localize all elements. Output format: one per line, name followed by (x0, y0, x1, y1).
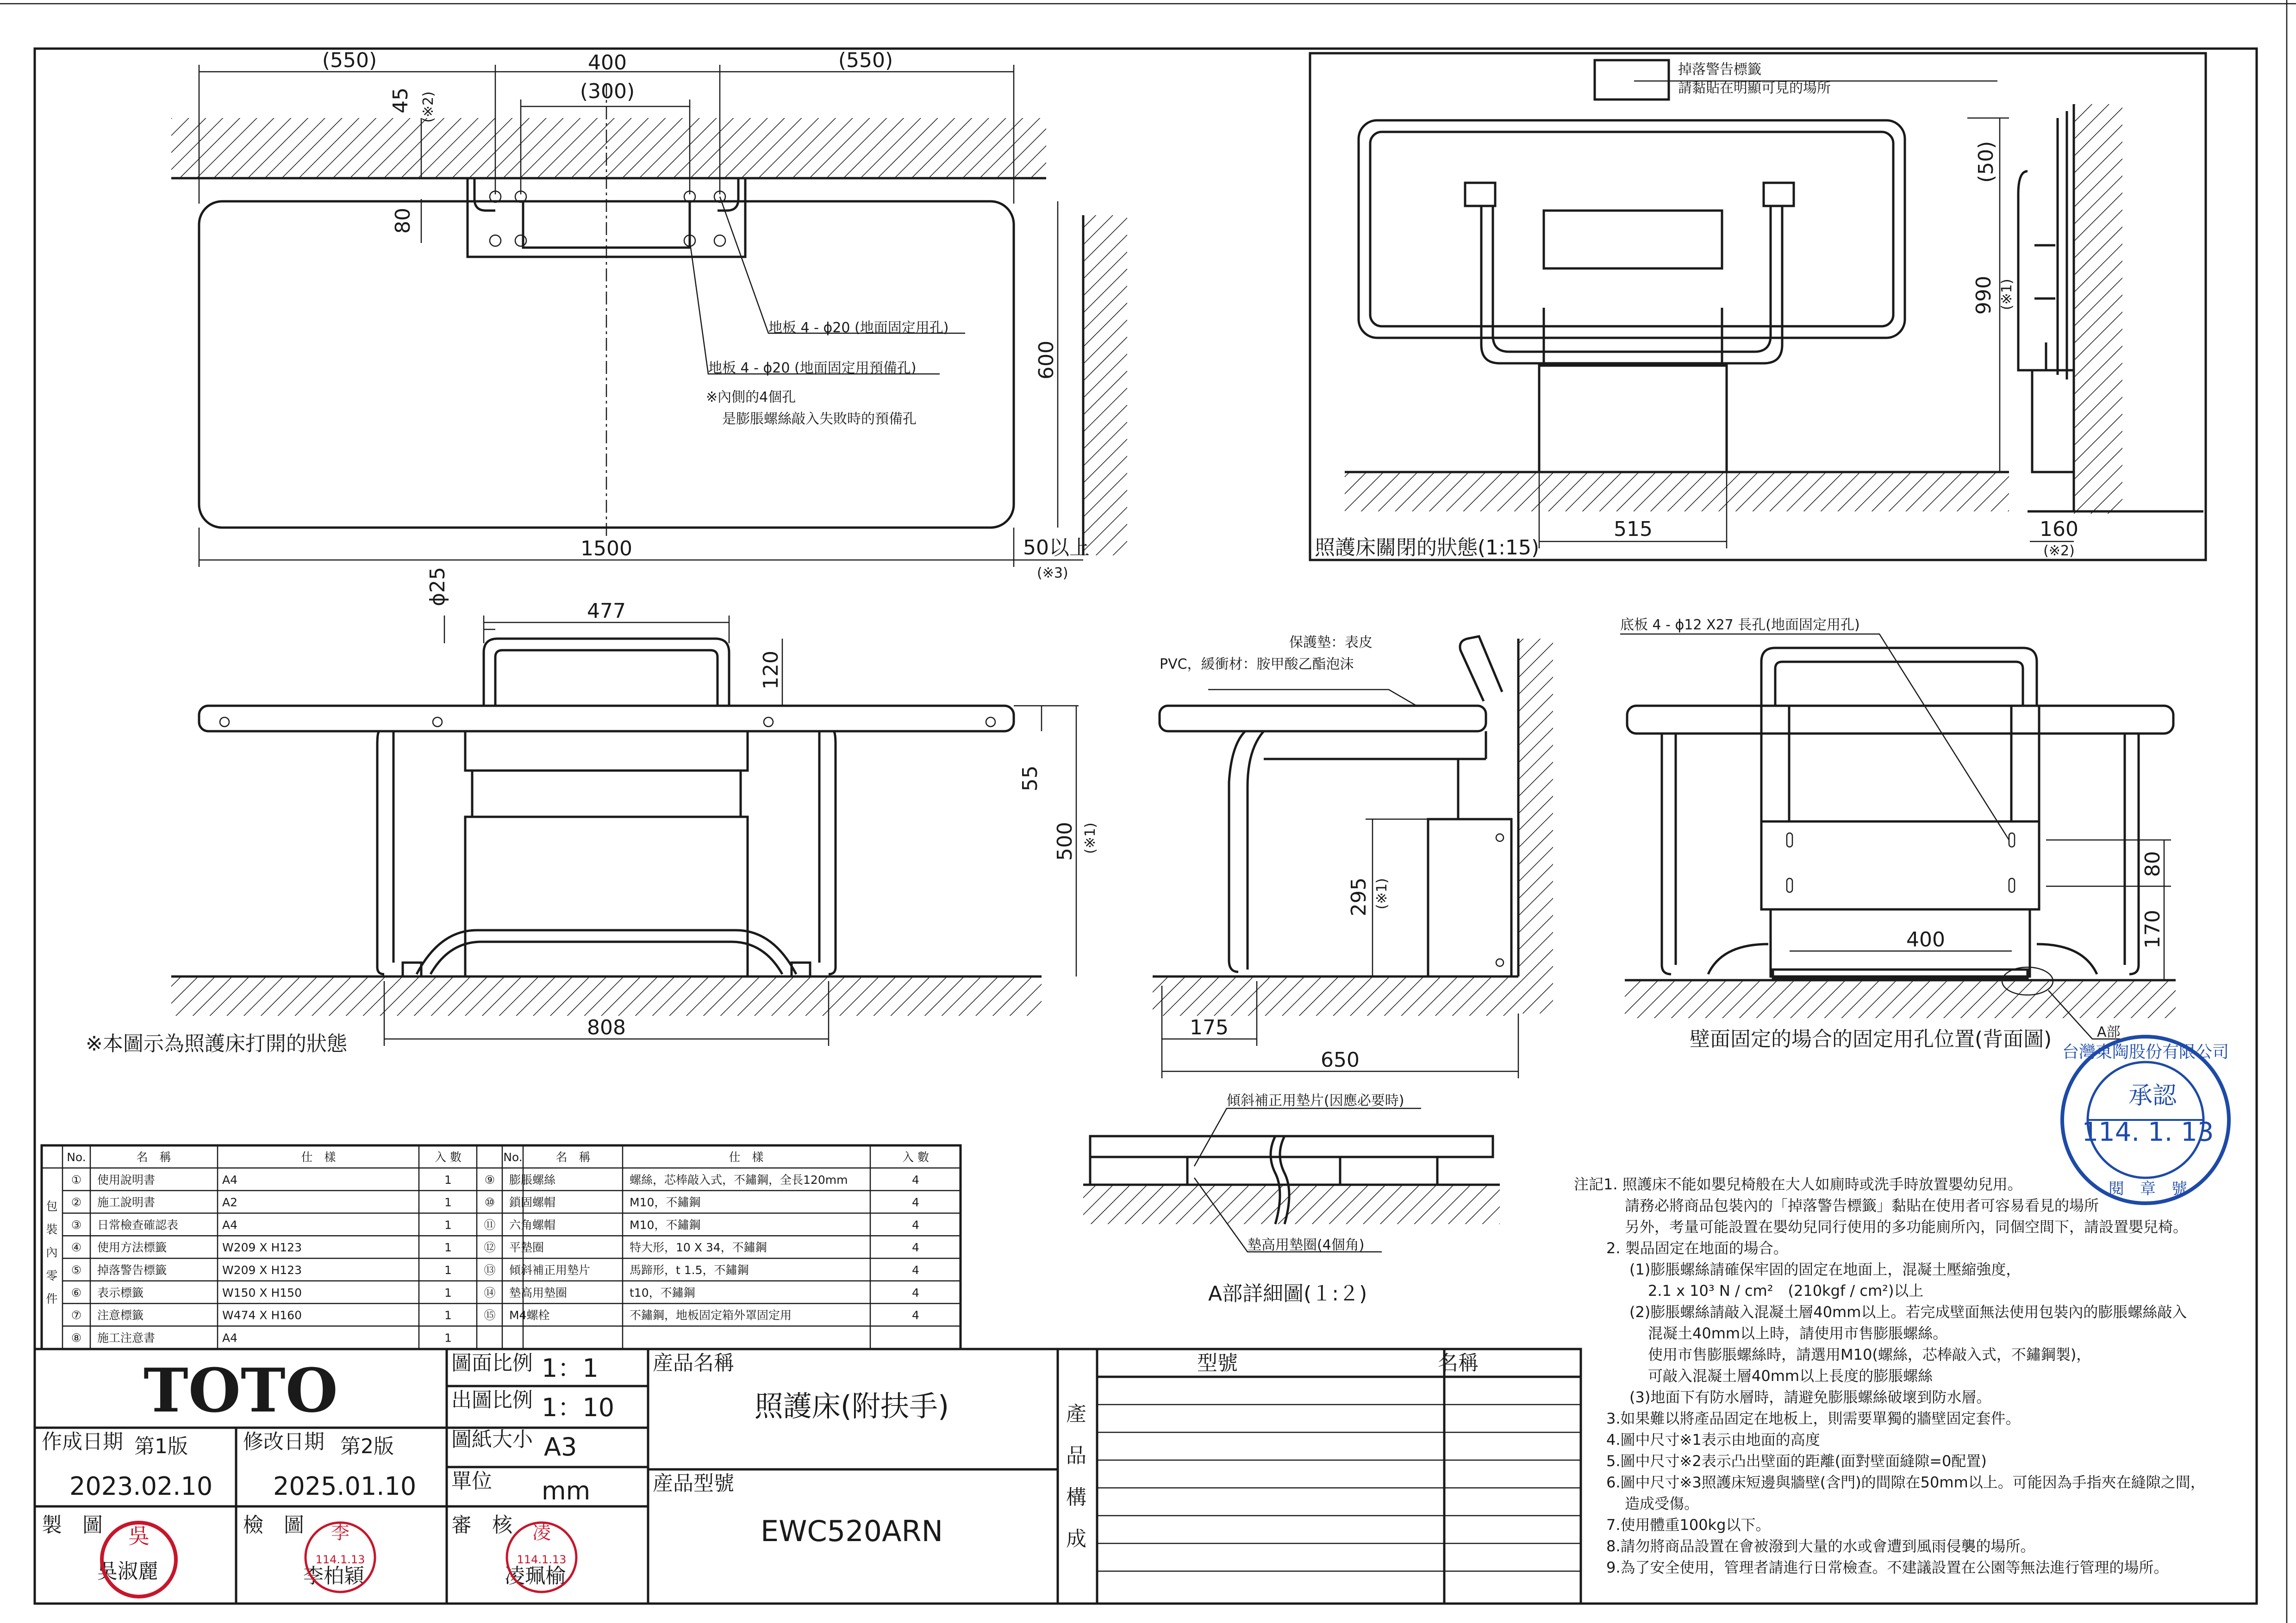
modified-date: 2025.01.10 (273, 1472, 417, 1501)
parts-header: No. (67, 1150, 86, 1164)
parts-row-no: ⑤ (71, 1263, 82, 1277)
approval-date: 114. 1. 13 (2082, 1117, 2214, 1147)
created-date: 2023.02.10 (69, 1472, 213, 1501)
closed-view (1310, 53, 2206, 560)
dim-50-above: 50以上 (1023, 536, 1090, 560)
note-line: 6.圖中尺寸※3照護床短邊與牆壁(含門)的間隙在50mm以上。可能因為手指夾在縫隙之間， (1606, 1474, 2205, 1491)
parts-row-no: ⑮ (484, 1308, 496, 1322)
wall-hatch-top (171, 118, 1046, 178)
callout-slot-holes: 底板 4 - ϕ12 X27 長孔(地面固定用孔) (1620, 617, 1860, 633)
parts-row-spec: M10，不鏽鋼 (630, 1218, 701, 1232)
callout-inner-holes-1: ※內側的4個孔 (706, 389, 796, 405)
parts-row-name: 傾斜補正用墊片 (509, 1263, 591, 1277)
parts-row-no: ⑩ (484, 1195, 495, 1209)
note-line: 4.圖中尺寸※1表示由地面的高度 (1606, 1431, 1820, 1449)
detail-a-caption: A部詳細圖(１:２) (1208, 1282, 1367, 1306)
created-label: 作成日期 (42, 1430, 123, 1454)
approval-stamp (2062, 1037, 2229, 1203)
back-view-caption: 壁面固定的場合的固定用孔位置(背面圖) (1690, 1027, 2052, 1051)
dim-550-left: (550) (322, 49, 377, 72)
parts-row-name: 平墊圈 (509, 1241, 544, 1255)
parts-row-name: 使用說明書 (97, 1173, 156, 1187)
dim-295-note: (※1) (1374, 878, 1390, 909)
side-wall-hatch (1083, 215, 1127, 555)
parts-row-qty: 4 (912, 1263, 919, 1277)
note-line: 造成受傷。 (1625, 1495, 1699, 1512)
note-line: 8.請勿將商品設置在會被潑到大量的水或會遭到風雨侵襲的場所。 (1606, 1537, 2035, 1555)
parts-row-no: ⑥ (71, 1286, 82, 1300)
parts-row-name: 使用方法標籤 (97, 1241, 167, 1255)
parts-row-spec: M10，不鏽鋼 (630, 1195, 701, 1209)
parts-row-no: ⑭ (484, 1286, 496, 1300)
parts-row-spec: A4 (222, 1218, 238, 1232)
dim-160-note: (※2) (2043, 543, 2075, 559)
note-line: (2)膨脹螺絲請敲入混凝土層40mm以上。若完成壁面無法使用包裝內的膨脹螺絲敲入 (1629, 1303, 2187, 1321)
parts-header: 仕 樣 (301, 1150, 336, 1164)
parts-row-no: ⑫ (484, 1241, 496, 1255)
dim-990: 990 (1972, 276, 1996, 315)
unit-value: mm (542, 1476, 591, 1505)
parts-row-spec: A4 (222, 1331, 238, 1345)
parts-row-no: ⑬ (484, 1263, 496, 1277)
top-view (171, 49, 1127, 581)
parts-row-name: 掉落警告標籤 (97, 1263, 167, 1277)
dim-600: 600 (1035, 341, 1058, 379)
drawn-stamp-char: 吳 (128, 1524, 150, 1548)
parts-row-spec: W209 X H123 (222, 1263, 302, 1277)
dim-phi25: ϕ25 (426, 566, 449, 606)
parts-group-char: 零 (46, 1269, 58, 1282)
model-col-header: 型號 (1197, 1351, 1238, 1375)
parts-row-qty: 1 (444, 1331, 452, 1345)
unit-label: 單位 (451, 1469, 492, 1493)
modified-version: 第2版 (340, 1435, 394, 1458)
title-block (35, 1349, 1581, 1604)
paper-value: A3 (544, 1432, 577, 1461)
parts-row-name: 膨脹螺絲 (509, 1173, 556, 1187)
dim-400-back: 400 (1906, 928, 1945, 951)
callout-spare-holes: 地板 4 - ϕ20 (地面固定用預備孔) (708, 360, 917, 376)
parts-row-name: 注意標籤 (97, 1308, 144, 1322)
front-open-view (86, 567, 1098, 1056)
dim-45-note: (※2) (420, 91, 437, 123)
closed-view-caption: 照護床關閉的狀態(1:15) (1315, 536, 1540, 560)
parts-row-spec: A4 (222, 1173, 238, 1187)
parts-row-qty: 4 (912, 1308, 919, 1322)
scale-value: 1：1 (542, 1354, 599, 1383)
parts-group-char: 內 (46, 1246, 58, 1259)
dim-55: 55 (1018, 765, 1042, 791)
dim-175: 175 (1190, 1016, 1229, 1039)
approved-stamp-char: 凌 (532, 1522, 551, 1543)
parts-row-no: ⑪ (484, 1218, 496, 1232)
note-line: 請務必將商品包裝內的「掉落警告標籤」黏貼在使用者可容易看見的場所 (1625, 1197, 2099, 1214)
note-line: 2. 製品固定在地面的場合。 (1606, 1239, 1788, 1257)
detail-board (1090, 1136, 1493, 1157)
approval-word: 承認 (2128, 1082, 2177, 1110)
callout-floor-holes: 地板 4 - ϕ20 (地面固定用孔) (768, 320, 949, 336)
dim-45: 45 (389, 87, 412, 113)
note-line: 另外，考量可能設置在嬰幼兒同行使用的多功能廁所內，同個空間下，請設置嬰兒椅。 (1625, 1218, 2188, 1236)
callout-inner-holes-2: 是膨脹螺絲敲入失敗時的預備孔 (722, 411, 917, 427)
parts-row-no: ⑨ (484, 1173, 495, 1187)
note-line: 注記1. 照護床不能如嬰兒椅般在大人如廁時或洗手時放置嬰幼兒用。 (1574, 1175, 2022, 1193)
print-scale-value: 1：10 (542, 1393, 615, 1422)
callout-shim: 傾斜補正用墊片(因應必要時) (1227, 1093, 1404, 1109)
parts-row-qty: 1 (444, 1195, 452, 1209)
parts-row-qty: 4 (912, 1173, 919, 1187)
parts-row-qty: 4 (912, 1241, 919, 1255)
back-view (1620, 617, 2176, 1051)
parts-row-spec: 螺絲，芯棒敲入式，不鏽鋼，全長120mm (630, 1173, 848, 1187)
note-line: 2.1 x 10³ N / cm² (210kgf / cm²)以上 (1648, 1282, 1924, 1300)
floor-box-closed (1539, 366, 1727, 472)
parts-row-no: ④ (71, 1241, 82, 1255)
back-plate (1761, 821, 2039, 909)
dim-515: 515 (1614, 517, 1653, 541)
approval-company: 台灣東陶股份有限公司 (2062, 1043, 2229, 1062)
dim-808: 808 (587, 1016, 626, 1039)
toto-logo: TOTO (144, 1355, 338, 1426)
approved-label: 審 核 (451, 1513, 512, 1537)
note-line: 使用市售膨脹螺絲時，請選用M10(螺絲，芯棒敲入式，不鏽鋼製)， (1648, 1346, 2091, 1363)
parts-row-qty: 4 (912, 1218, 919, 1232)
notes-block (1574, 1175, 2205, 1576)
drawn-label: 製 圖 (42, 1513, 103, 1537)
parts-row-qty: 1 (444, 1308, 452, 1322)
parts-header: 仕 樣 (729, 1150, 764, 1164)
composition-char-2: 品 (1066, 1444, 1086, 1468)
paper-label: 圖紙大小 (451, 1428, 533, 1451)
callout-pad-material: PVC，緩衝材：胺甲酸乙酯泡沫 (1160, 656, 1354, 672)
parts-row-name: 施工說明書 (97, 1195, 156, 1209)
product-name: 照護床(附扶手) (754, 1389, 949, 1423)
parts-header: 名 稱 (136, 1150, 171, 1164)
composition-char-1: 產 (1066, 1402, 1086, 1426)
callout-pad-skin: 保護墊：表皮 (1289, 634, 1373, 651)
side-view (1153, 634, 1553, 1078)
note-line: 混凝土40mm以上時，請使用市售膨脹螺絲。 (1648, 1325, 1948, 1342)
dim-500-note: (※1) (1082, 822, 1098, 854)
note-line: 可敲入混凝土層40mm以上長度的膨脹螺絲 (1648, 1367, 1933, 1385)
parts-row-qty: 1 (444, 1286, 452, 1300)
parts-row-name: M4螺栓 (509, 1308, 550, 1322)
parts-row-qty: 1 (444, 1241, 452, 1255)
dim-80-back: 80 (2141, 851, 2165, 877)
parts-row-name: 鎖固螺帽 (509, 1195, 556, 1209)
open-board-front (199, 706, 1014, 731)
parts-group-char: 件 (46, 1292, 58, 1306)
product-name-label: 産品名稱 (653, 1351, 734, 1375)
closed-board (1359, 120, 1905, 338)
open-board-side (1160, 706, 1486, 731)
parts-table (42, 1145, 961, 1349)
parts-row-qty: 1 (444, 1218, 452, 1232)
dim-500: 500 (1053, 822, 1077, 861)
parts-row-qty: 4 (912, 1195, 919, 1209)
parts-row-name: 表示標籤 (97, 1286, 144, 1300)
note-line: 7.使用體重100kg以下。 (1606, 1516, 1771, 1534)
dim-1500: 1500 (580, 537, 632, 560)
parts-header: 名 稱 (555, 1150, 591, 1164)
parts-group-char: 裝 (46, 1223, 58, 1236)
dim-170: 170 (2141, 910, 2165, 949)
checked-stamp-char: 李 (331, 1522, 349, 1543)
dim-990-note: (※1) (1999, 279, 2015, 310)
note-line: 3.如果難以將產品固定在地板上，則需要單獨的牆壁固定套件。 (1606, 1410, 2021, 1427)
dim-50-closed: (50) (1974, 141, 1998, 183)
parts-row-spec: W209 X H123 (222, 1241, 302, 1255)
dim-550-right: (550) (838, 49, 893, 72)
name-col-header: 名稱 (1438, 1351, 1479, 1375)
note-line: (3)地面下有防水層時，請避免膨脹螺絲破壞到防水層。 (1629, 1388, 1991, 1406)
modified-label: 修改日期 (243, 1430, 324, 1454)
callout-washer: 墊高用墊圈(4個角) (1248, 1237, 1365, 1253)
front-view-caption: ※本圖示為照護床打開的狀態 (86, 1032, 347, 1056)
parts-row-no: ① (71, 1173, 82, 1187)
dim-300: (300) (580, 80, 635, 103)
product-model: EWC520ARN (761, 1514, 943, 1548)
parts-row-spec: A2 (222, 1195, 238, 1209)
dim-295: 295 (1347, 877, 1371, 916)
warning-label-callout: 掉落警告標籤 (1678, 62, 1761, 78)
parts-row-name: 日常檢查確認表 (97, 1218, 179, 1232)
parts-row-no: ⑧ (71, 1331, 82, 1345)
note-line: 9.為了安全使用，管理者請進行日常檢查。不建議設置在公園等無法進行管理的場所。 (1606, 1559, 2169, 1576)
approved-by: 凌珮榆 (505, 1564, 566, 1588)
parts-row-no: ② (71, 1195, 82, 1209)
checked-by: 李柏穎 (303, 1564, 364, 1588)
warning-label-callout-2: 請黏貼在明顯可見的場所 (1678, 80, 1831, 96)
checked-stamp-date: 114.1.13 (315, 1553, 365, 1566)
product-model-label: 産品型號 (653, 1472, 734, 1495)
parts-row-no: ⑦ (71, 1308, 82, 1322)
scale-label: 圖面比例 (451, 1351, 533, 1375)
parts-row-qty: 1 (444, 1263, 452, 1277)
dim-477: 477 (587, 599, 626, 623)
approval-bottom: 閱 章 號 (2109, 1180, 2187, 1198)
note-line: 5.圖中尺寸※2表示凸出壁面的距離(面對壁面縫隙=0配置) (1606, 1452, 1987, 1470)
drawn-by: 吳淑麗 (97, 1560, 158, 1583)
parts-row-spec: W150 X H150 (222, 1286, 302, 1300)
dim-80-top: 80 (391, 208, 415, 234)
parts-row-qty: 4 (912, 1286, 919, 1300)
print-scale-label: 出圖比例 (451, 1388, 533, 1412)
floor-box-side (1428, 819, 1511, 976)
parts-row-spec: 不鏽鋼，地板固定箱外罩固定用 (630, 1308, 792, 1322)
dim-120: 120 (759, 651, 783, 690)
parts-row-spec: 特大形，10 X 34，不鏽鋼 (630, 1241, 767, 1255)
note-line: (1)膨脹螺絲請確保牢固的固定在地面上，混凝土壓縮強度， (1629, 1261, 2021, 1278)
parts-row-no: ③ (71, 1218, 82, 1232)
parts-row-name: 施工注意書 (97, 1331, 156, 1345)
dim-400: 400 (588, 51, 627, 75)
parts-group-char: 包 (46, 1200, 58, 1213)
created-version: 第1版 (134, 1435, 188, 1458)
parts-row-name: 六角螺帽 (509, 1218, 556, 1232)
parts-header: 入 數 (902, 1150, 929, 1164)
parts-row-qty: 1 (444, 1173, 452, 1187)
detail-a-view (1083, 1093, 1500, 1306)
parts-row-name: 墊高用墊圈 (509, 1286, 568, 1300)
dim-160: 160 (2040, 517, 2078, 541)
a-part-label: A部 (2097, 1024, 2121, 1040)
parts-row-spec: 馬蹄形，t 1.5，不鏽鋼 (630, 1263, 749, 1277)
composition-char-3: 構 (1066, 1486, 1086, 1509)
approved-stamp-date: 114.1.13 (517, 1553, 567, 1566)
parts-row-spec: W474 X H160 (222, 1308, 302, 1322)
dim-50-note: (※3) (1037, 565, 1068, 581)
parts-header: 入 數 (435, 1150, 462, 1164)
open-board-back (1627, 706, 2173, 734)
floor-box-front (465, 817, 748, 976)
composition-char-4: 成 (1066, 1527, 1086, 1551)
parts-row-spec: t10，不鏽鋼 (630, 1286, 695, 1300)
checked-label: 檢 圖 (243, 1513, 304, 1537)
dim-650: 650 (1321, 1048, 1360, 1072)
parts-header: No. (503, 1150, 523, 1164)
